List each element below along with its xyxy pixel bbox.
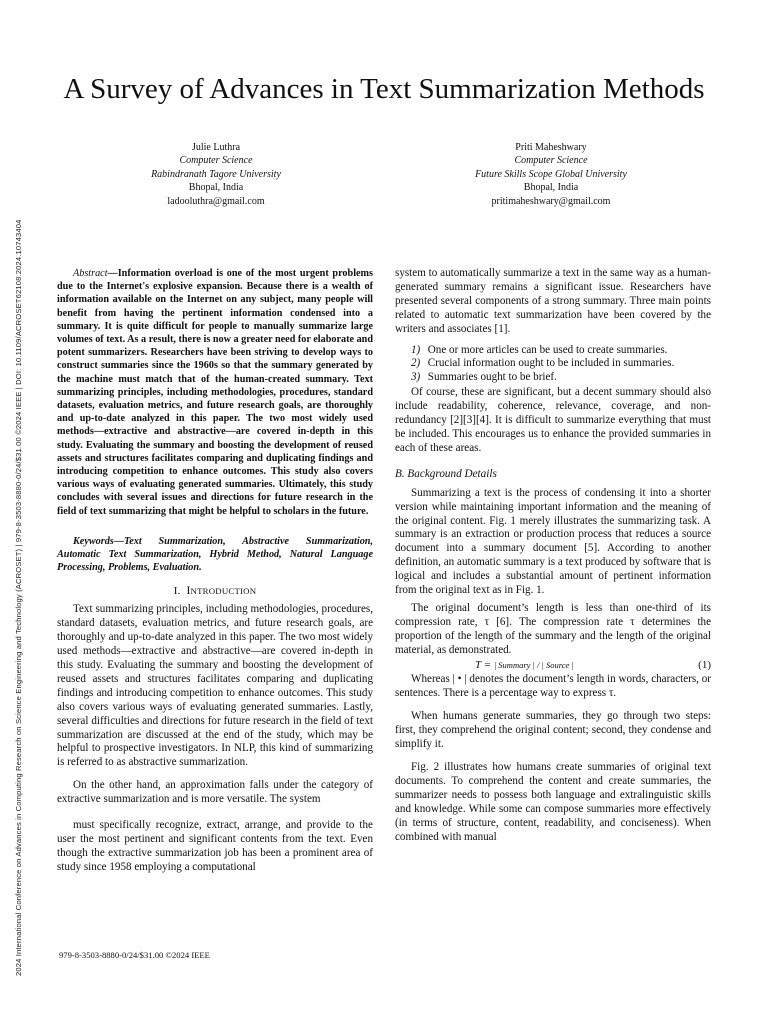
equation-rhs: | Summary | / | Source | <box>493 659 574 670</box>
paragraph: When humans generate summaries, they go through two steps: first, they comprehend the original content; second, they condense and simplify it. <box>395 710 711 751</box>
section-heading-introduction <box>57 584 373 599</box>
list-text: Crucial information ought to be included in summaries. <box>427 357 675 370</box>
author-organization: Future Skills Scope Global University <box>475 168 627 180</box>
paragraph: On the other hand, an approximation falls under the category of extractive summarization and is more versatile. The system <box>57 779 373 806</box>
doi-line: 2024 International Conference on Advances in Computing Research on Science Engineering and Technology (ACROSET) | 979-8-3503-8880-0/24/$31.00 ©2024 IEEE | DOI: 10.1109/ACROSET62108.2024.10743404 <box>14 219 23 976</box>
list-text: Summaries ought to be brief. <box>427 371 557 384</box>
list-item <box>411 344 711 358</box>
keywords: Keywords—Text Summarization, Abstractive Summarization, Automatic Text Summarization, Hybrid Method, Natural Language Processing, Problems, Evaluation. <box>57 535 373 574</box>
author-name: Julie Luthra <box>191 142 241 153</box>
author-organization: Rabindranath Tagore University <box>151 168 281 180</box>
equation-formula <box>475 659 574 673</box>
abstract-text: —Information overload is one of the most urgent problems due to the Internet's explosive expansion. Because there is a wealth of information available on the Internet on any subject, many people will benefit from having the pertinent information condensed into a summary. It is quite difficult for people to manually summarize large volumes of text. As a result, there is now a greater need for elaborate and potent summarizers. Researchers have been striving to develop ways to construct summaries since the 1960s so that the summary generated by the machine must match that of the human-created summary. Text summarizing principles, including methodologies, procedures, standard datasets, evaluation metrics, and future research goals, are thoroughly and up-to-date analyzed in this paper. The two most widely used methods—extractive and abstractive—are covered in-depth in this study. Evaluating the summary and boosting the development of reused assets and structures facilitates comparing and duplicating findings and introducing competition to enhance outcomes. This study also covers various ways of evaluating generated summaries. Ultimately, this study concludes with several issues and directions for future research in the field of text summarizing that might be helpful to scholars in the future. <box>57 268 373 517</box>
author-block-2 <box>401 141 701 208</box>
numbered-list <box>395 344 711 386</box>
right-column <box>395 267 711 844</box>
author-name: Priti Maheshwary <box>515 142 587 153</box>
section-number: I. <box>173 585 181 598</box>
abstract <box>57 267 373 518</box>
abstract-lead: Abstract <box>73 268 108 279</box>
author-department: Computer Science <box>514 155 588 167</box>
equation-lhs: T = <box>475 658 494 671</box>
paragraph: Summarizing a text is the process of condensing it into a shorter version while maintaining important information and the meaning of the original content. Fig. 1 merely illustrates the summarizing task. A summary is an extraction or production process that reduces a source document into a summary document [5]. According to another definition, an automatic summary is a text produced by software that is logical and includes a substantial amount of pertinent information from the original text as in Fig. 1. <box>395 486 711 597</box>
list-number: 3) <box>411 371 421 384</box>
paragraph: Text summarizing principles, including methodologies, procedures, standard datasets, evaluation metrics, and future research goals, are thoroughly and up-to-date analyzed in this paper. The two most widely used methods—extractive and abstractive—are covered in-depth in this study. Evaluating the summary and boosting the development of reused assets and structures facilitates comparing and duplicating findings and introducing competition to enhance outcomes. This study also covers various ways of evaluating generated summaries. Lastly, several difficulties and directions for future research in the field of text summarization are discussed at the end of the study, which may be helpful to prospective investigators. In NLP, this kind of summarizing is referred to as abstractive summarization. <box>57 603 373 769</box>
equation-number: (1) <box>698 658 711 671</box>
list-number: 2) <box>411 357 421 370</box>
author-department: Computer Science <box>179 155 253 167</box>
list-number: 1) <box>411 343 421 356</box>
paragraph: Whereas | • | denotes the document’s length in words, characters, or sentences. There is a percentage way to express τ. <box>395 673 711 700</box>
paragraph: system to automatically summarize a text in the same way as a human-generated summary remains a significant issue. Researchers have presented several components of a strong summary. Three main points related to automatic text summarization have been covered by the writers and associates [1]. <box>395 267 711 335</box>
author-email: pritimaheshwary@gmail.com <box>491 195 611 207</box>
list-item <box>411 371 711 385</box>
author-email: ladooluthra@gmail.com <box>167 195 265 207</box>
equation-1 <box>395 659 711 673</box>
paragraph: Fig. 2 illustrates how humans create summaries of original text documents. To comprehend the content and create summaries, the summarizer needs to possess both language and extralinguistic skills and knowledge. While some can compose summaries more effectively (in terms of structure, content, readability, and conciseness). When combined with manual <box>395 761 711 843</box>
paragraph: Of course, these are significant, but a decent summary should also include readability, coherence, relevance, coverage, and non-redundancy [2][3][4]. It is difficult to summarize everything that must be included. This encourages us to enhance the provided summaries in each of these areas. <box>395 386 711 454</box>
subsection-heading-background: B. Background Details <box>395 467 497 480</box>
section-title: NTRODUCTION <box>190 586 257 597</box>
section-cap: I <box>186 584 191 598</box>
paper-title: A Survey of Advances in Text Summarization Methods <box>63 73 705 105</box>
side-margin-doi-text <box>14 56 30 976</box>
paragraph: The original document’s length is less than one-third of its compression rate, τ [6]. The compression rate τ determines the proportion of the length of the summary and the length of the original material, as demonstrated. <box>395 601 711 656</box>
author-block-1 <box>66 141 366 208</box>
list-item <box>411 357 711 371</box>
footer-copyright: 979-8-3503-8880-0/24/$31.00 ©2024 IEEE <box>59 950 210 960</box>
author-location: Bhopal, India <box>188 182 244 194</box>
left-column <box>57 267 373 875</box>
paragraph: must specifically recognize, extract, arrange, and provide to the user the most pertinent and significant contents from the text. Even though the extractive summarization job has been a prominent area of study since 1958 employing a computational <box>57 819 373 873</box>
list-text: One or more articles can be used to create summaries. <box>427 343 668 356</box>
author-location: Bhopal, India <box>523 182 579 194</box>
